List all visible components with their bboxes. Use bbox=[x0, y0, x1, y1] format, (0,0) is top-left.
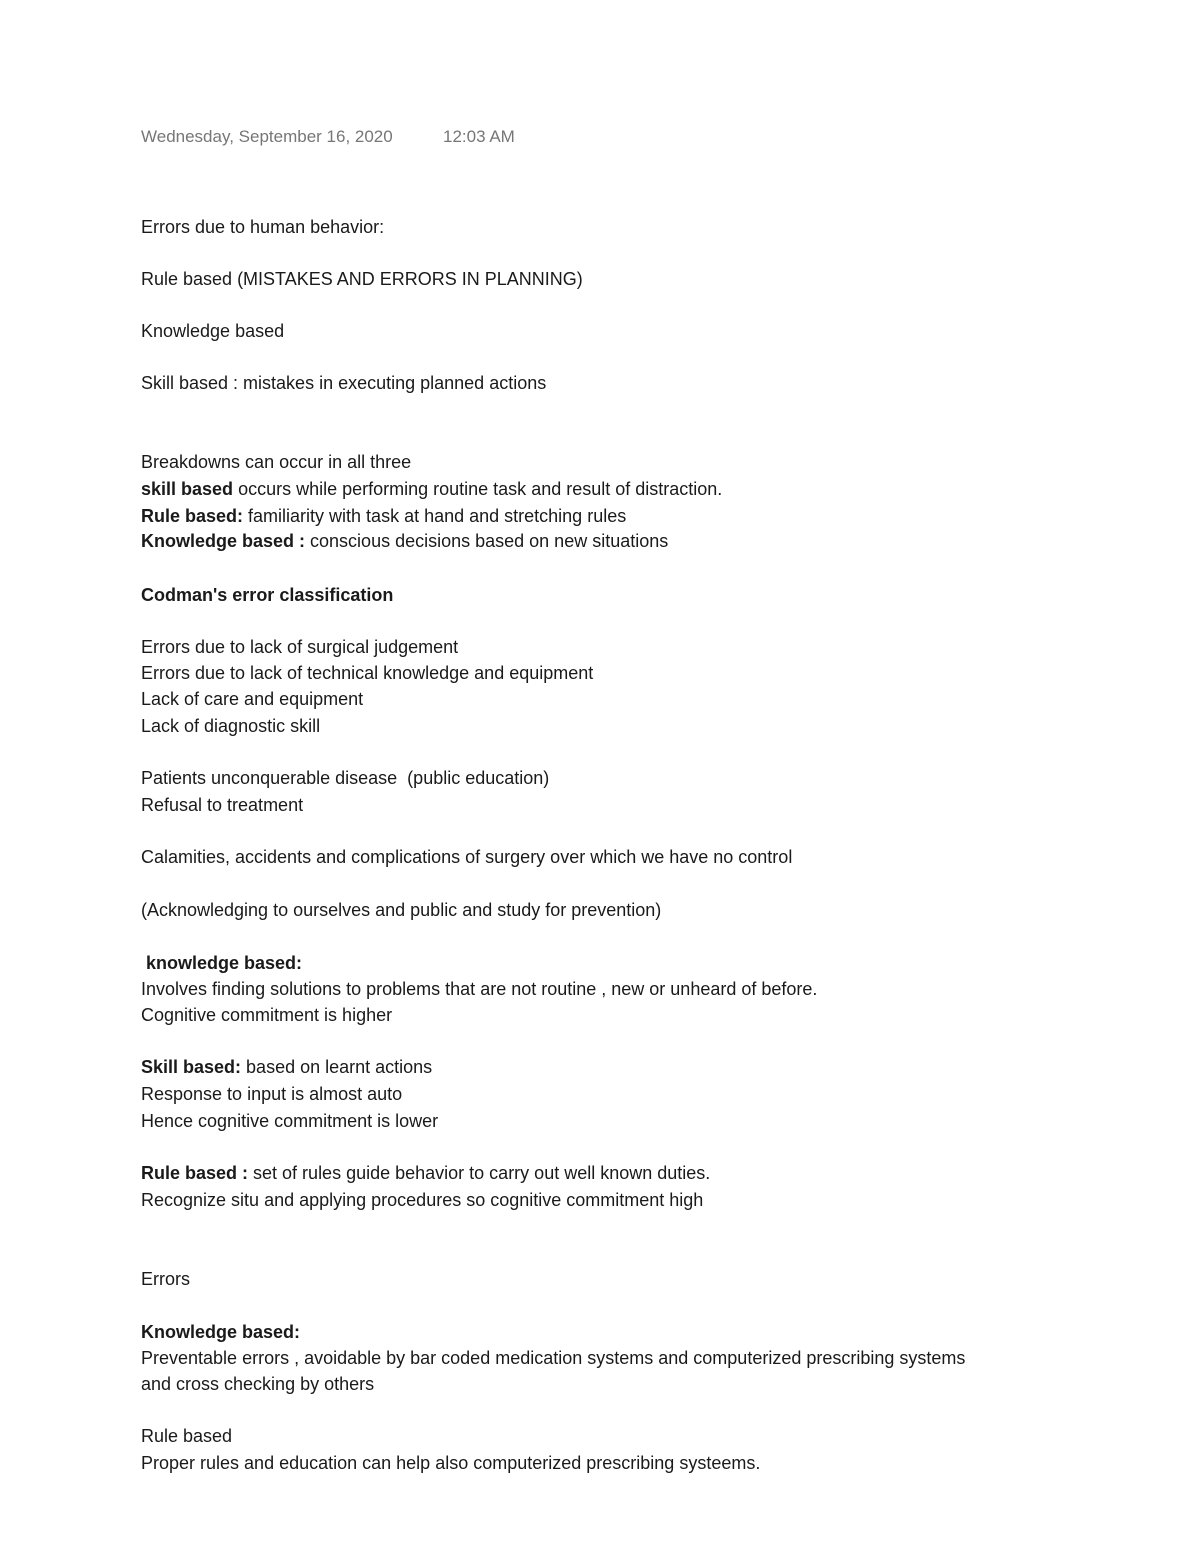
heading-text: knowledge based: bbox=[141, 953, 303, 973]
line-text: Recognize situ and applying procedures so cognitive commitment high bbox=[141, 1190, 704, 1210]
text-line bbox=[141, 1004, 392, 1026]
section-heading bbox=[141, 952, 302, 974]
line-text: Cognitive commitment is higher bbox=[141, 1005, 393, 1025]
note-date: Wednesday, September 16, 2020 bbox=[141, 127, 393, 146]
text-line bbox=[141, 1373, 374, 1395]
text-line bbox=[141, 1268, 190, 1290]
heading-text: Knowledge based: bbox=[141, 1322, 301, 1342]
line-text: Knowledge based bbox=[141, 321, 285, 341]
line-text: Errors due to human behavior: bbox=[141, 217, 385, 237]
bold-term: Rule based : bbox=[141, 1163, 249, 1183]
text-line bbox=[141, 1162, 710, 1184]
line-text: conscious decisions based on new situations bbox=[305, 531, 669, 551]
text-line bbox=[141, 794, 303, 816]
bold-term: Skill based: bbox=[141, 1057, 242, 1077]
text-line bbox=[141, 268, 583, 290]
line-text: familiarity with task at hand and stretching rules bbox=[243, 506, 627, 526]
line-text: Lack of diagnostic skill bbox=[141, 716, 321, 736]
text-line bbox=[141, 216, 384, 238]
line-text: Refusal to treatment bbox=[141, 795, 304, 815]
text-line bbox=[141, 1083, 402, 1105]
line-text: Calamities, accidents and complications of surgery over which we have no control bbox=[141, 847, 793, 867]
line-text: set of rules guide behavior to carry out well known duties. bbox=[248, 1163, 711, 1183]
bold-term: skill based bbox=[141, 479, 234, 499]
text-line bbox=[141, 1110, 438, 1132]
text-line bbox=[141, 1425, 232, 1447]
line-text: Preventable errors , avoidable by bar coded medication systems and computerized prescribing systems bbox=[141, 1348, 966, 1368]
heading-text: Codman's error classification bbox=[141, 585, 394, 605]
line-text: Errors due to lack of technical knowledge and equipment bbox=[141, 663, 594, 683]
line-text: Hence cognitive commitment is lower bbox=[141, 1111, 439, 1131]
text-line bbox=[141, 688, 363, 710]
section-heading bbox=[141, 584, 393, 606]
line-text: Involves finding solutions to problems that are not routine , new or unheard of before. bbox=[141, 979, 818, 999]
text-line bbox=[141, 715, 320, 737]
line-text: Skill based : mistakes in executing planned actions bbox=[141, 373, 547, 393]
text-line bbox=[141, 662, 593, 684]
line-text: Rule based bbox=[141, 1426, 233, 1446]
line-text: Rule based (MISTAKES AND ERRORS IN PLANNING) bbox=[141, 269, 583, 289]
note-time: 12:03 AM bbox=[443, 127, 515, 146]
section-heading bbox=[141, 1321, 300, 1343]
text-line bbox=[141, 320, 284, 342]
text-line bbox=[141, 767, 549, 789]
line-text: occurs while performing routine task and result of distraction. bbox=[233, 479, 723, 499]
text-line bbox=[141, 978, 817, 1000]
line-text: Lack of care and equipment bbox=[141, 689, 364, 709]
line-text: Patients unconquerable disease (public education) bbox=[141, 768, 550, 788]
line-text: and cross checking by others bbox=[141, 1374, 375, 1394]
text-line bbox=[141, 636, 458, 658]
note-header bbox=[141, 127, 515, 147]
text-line bbox=[141, 478, 722, 500]
text-line bbox=[141, 505, 626, 527]
text-line bbox=[141, 451, 411, 473]
text-line bbox=[141, 899, 661, 921]
bold-term: Rule based: bbox=[141, 506, 244, 526]
text-line bbox=[141, 372, 546, 394]
line-text: Errors bbox=[141, 1269, 190, 1289]
line-text: (Acknowledging to ourselves and public and study for prevention) bbox=[141, 900, 662, 920]
line-text: Errors due to lack of surgical judgement bbox=[141, 637, 459, 657]
text-line bbox=[141, 1452, 760, 1474]
line-text: Response to input is almost auto bbox=[141, 1084, 403, 1104]
bold-term: Knowledge based : bbox=[141, 531, 306, 551]
line-text: Proper rules and education can help also computerized prescribing systeems. bbox=[141, 1453, 761, 1473]
line-text: based on learnt actions bbox=[241, 1057, 433, 1077]
text-line bbox=[141, 1189, 703, 1211]
text-line bbox=[141, 1347, 965, 1369]
text-line bbox=[141, 530, 668, 552]
line-text: Breakdowns can occur in all three bbox=[141, 452, 412, 472]
text-line bbox=[141, 1056, 432, 1078]
text-line bbox=[141, 846, 792, 868]
